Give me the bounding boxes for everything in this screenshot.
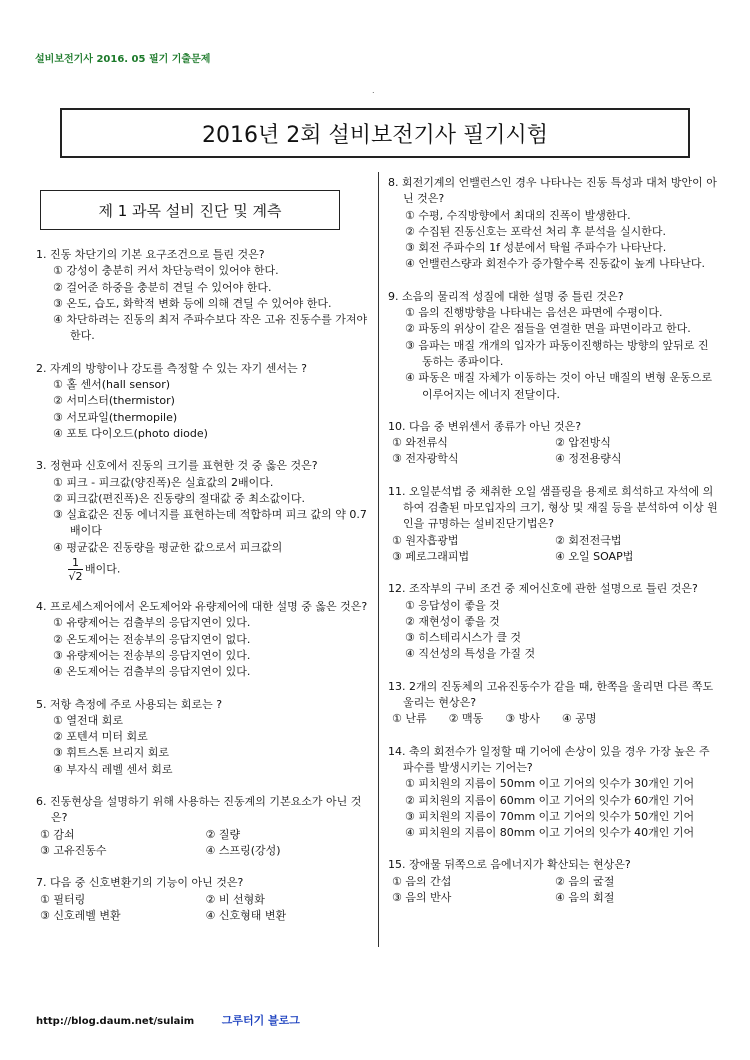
question-text: 5. 저항 측정에 주로 사용되는 회로는 ? [36,697,223,711]
answer-option: ② 음의 굴절 [555,874,615,888]
question [388,484,718,565]
question [36,458,371,583]
answer-option: ④ 정전용량식 [555,452,622,466]
answer-option: ④ 신호형태 변환 [205,908,287,922]
question-text: 9. 소음의 물리적 성질에 대한 설명 중 틀린 것은? [388,289,624,303]
answer-option: ② 걸어준 하중을 충분히 견딜 수 있어야 한다. [53,280,272,294]
answer-option: ① 난류 [392,712,427,726]
answer-option: ④ 피치원의 지름이 80mm 이고 기어의 잇수가 40개인 기어 [405,826,695,840]
question [388,581,718,662]
footer-url[interactable]: http://blog.daum.net/sulaim [36,1016,195,1027]
question-text: 13. 2개의 진동체의 고유진동수가 같을 때, 한쪽을 울리면 다른 쪽도 울리는 현상은? [388,679,714,710]
answer-option: ① 음의 간섭 [392,874,452,888]
section-title-text: 제 1 과목 설비 진단 및 계측 [98,201,282,220]
fraction-tail: 배이다. [85,562,121,576]
exam-title [60,108,690,158]
question-text: 10. 다음 중 변위센서 종류가 아닌 것은? [388,419,582,433]
left-column [36,247,371,940]
answer-option: ② 피치원의 지름이 60mm 이고 기어의 잇수가 60개인 기어 [405,793,695,807]
answer-option: ① 원자흡광법 [392,533,459,547]
answer-option: ④ 직선성의 특성을 가질 것 [405,647,536,661]
answer-option: ③ 유량제어는 전송부의 응답지연이 있다. [53,648,251,662]
answer-option: ③ 휘트스톤 브리지 회로 [53,746,169,760]
answer-option: ③ 전자광학식 [392,452,459,466]
question [36,599,371,680]
answer-option: ④ 포토 다이오드(photo diode) [53,426,208,440]
question [388,175,718,273]
answer-option: ③ 방사 [505,712,540,726]
fraction [68,556,83,583]
answer-option: ④ 음의 회절 [555,890,615,904]
answer-option: ② 온도제어는 전송부의 응답지연이 없다. [53,632,251,646]
answer-option: ① 음의 진행방향을 나타내는 음선은 파면에 수평이다. [405,306,663,320]
answer-option: ① 필터링 [40,892,86,906]
answer-option: ③ 음의 반사 [392,890,452,904]
answer-option: ④ 차단하려는 진동의 최저 주파수보다 작은 고유 진동수를 가져야 한다. [53,313,368,343]
answer-option: ③ 회전 주파수의 1f 성분에서 탁월 주파수가 나타난다. [405,241,667,255]
answer-option: ① 감쇠 [40,827,75,841]
answer-option: ④ 부자식 레벨 센서 회로 [53,762,173,776]
answer-option: ③ 신호레벨 변환 [40,908,121,922]
answer-option: ③ 서모파일(thermopile) [53,410,178,424]
answer-option: ② 회전전극법 [555,533,622,547]
question-text: 14. 축의 회전수가 일정할 때 기어에 손상이 있을 경우 가장 높은 주파수를 발생시키는 기어는? [388,744,710,774]
answer-option: ③ 온도, 습도, 화학적 변화 등에 의해 견딜 수 있어야 한다. [53,296,332,310]
question [388,679,718,728]
question [36,794,371,859]
answer-option: ④ 스프링(강성) [205,843,281,857]
question-text: 7. 다음 중 신호변환기의 기능이 아닌 것은? [36,876,244,890]
question [36,697,371,778]
answer-option: ③ 고유진동수 [40,843,107,857]
fraction-denominator: √2 [68,570,83,584]
answer-option: ② 질량 [205,827,241,841]
question-text: 6. 진동현상을 설명하기 위해 사용하는 진동계의 기본요소가 아닌 것은? [36,795,362,825]
answer-option: ① 피치원의 지름이 50mm 이고 기어의 잇수가 30개인 기어 [405,777,695,791]
question-text: 15. 장애물 뒤쪽으로 음에너지가 확산되는 현상은? [388,858,631,872]
answer-option: ② 압전방식 [555,436,611,450]
answer-option: ② 맥동 [448,712,484,726]
question-text: 8. 회전기계의 언밸런스인 경우 나타나는 진동 특성과 대처 방안이 아닌 것은? [388,176,717,206]
answer-option: ② 수집된 진동신호는 포락선 처리 후 분석을 실시한다. [405,224,666,238]
fraction-numerator: 1 [68,556,83,570]
answer-option: ① 유량제어는 검출부의 응답지연이 있다. [53,616,251,630]
answer-option: ④ 평균값은 진동량을 평균한 값으로서 피크값의 [53,540,283,554]
answer-grid [36,827,371,860]
answer-option: ① 홀 센서(hall sensor) [53,378,171,392]
column-divider [378,172,379,947]
footer [36,1012,300,1028]
answer-option: ③ 히스테리시스가 클 것 [405,631,521,645]
page-header: 설비보전기사 2016. 05 필기 기출문제 [35,54,211,65]
question-text: 3. 정현파 신호에서 진동의 크기를 표현한 것 중 옳은 것은? [36,459,318,473]
answer-grid [36,892,371,925]
answer-option: ② 비 선형화 [205,892,265,906]
answer-row [388,711,718,727]
question-text: 1. 진동 차단기의 기본 요구조건으로 틀린 것은? [36,248,265,261]
answer-option: ① 피크 - 피크값(양진폭)은 실효값의 2배이다. [53,475,274,489]
question [36,247,371,345]
question [388,857,718,906]
question-text: 12. 조작부의 구비 조건 중 제어신호에 관한 설명으로 틀린 것은? [388,582,698,596]
dot-mark: . [372,86,375,95]
answer-option: ① 열전대 회로 [53,713,123,727]
answer-option: ③ 피치원의 지름이 70mm 이고 기어의 잇수가 50개인 기어 [405,809,695,823]
answer-option: ④ 공명 [561,712,597,726]
answer-option: ④ 파동은 매질 자체가 이동하는 것이 아닌 매질의 변형 운동으로 이루어지는 에너지 전달이다. [405,371,712,401]
answer-option: ② 파동의 위상이 같은 점들을 연결한 면을 파면이라고 한다. [405,322,691,336]
question-text: 4. 프로세스제어에서 온도제어와 유량제어에 대한 설명 중 옳은 것은? [36,600,368,614]
fraction-line [36,556,371,583]
answer-option: ① 강성이 충분히 커서 차단능력이 있어야 한다. [53,264,279,278]
question [36,361,371,442]
answer-grid [388,435,718,468]
answer-grid [388,874,718,907]
answer-option: ③ 음파는 매질 개개의 입자가 파동이진행하는 방향의 앞뒤로 진동하는 종파이다. [405,338,709,368]
question [388,419,718,468]
question [36,875,371,924]
answer-option: ③ 실효값은 진동 에너지를 표현하는데 적합하며 피크 값의 약 0.7배이다 [53,508,367,538]
answer-option: ② 포텐셔 미터 회로 [53,730,148,744]
footer-blog-name: 그루터기 블로그 [221,1014,300,1027]
answer-option: ④ 온도제어는 검출부의 응답지연이 있다. [53,665,251,679]
answer-option: ② 피크값(편진폭)은 진동량의 절대값 중 최소값이다. [53,491,305,505]
question [388,744,718,842]
right-column [388,175,718,922]
answer-option: ② 재현성이 좋을 것 [405,614,500,628]
answer-option: ③ 페로그래피법 [392,549,470,563]
question-text: 2. 자계의 방향이나 강도를 측정할 수 있는 자기 센서는 ? [36,361,307,375]
answer-option: ② 서미스터(thermistor) [53,394,175,408]
section-title [40,190,340,230]
answer-grid [388,533,718,566]
question-text: 11. 오일분석법 중 채취한 오일 샘플링을 용제로 희석하고 자석에 의하여 검출된 마모입자의 크기, 형상 및 재질 등을 분석하여 이상 원인을 규명하는 설비진단기법은? [388,484,718,531]
answer-option: ④ 오일 SOAP법 [555,549,634,563]
answer-option: ① 응답성이 좋을 것 [405,598,500,612]
answer-option: ① 수평, 수직방향에서 최대의 진폭이 발생한다. [405,208,631,222]
question [388,289,718,403]
exam-title-text: 2016년 2회 설비보전기사 필기시험 [202,122,548,148]
answer-option: ④ 언밸런스량과 회전수가 증가할수록 진동값이 높게 나타난다. [405,257,705,271]
answer-option: ① 와전류식 [392,436,448,450]
